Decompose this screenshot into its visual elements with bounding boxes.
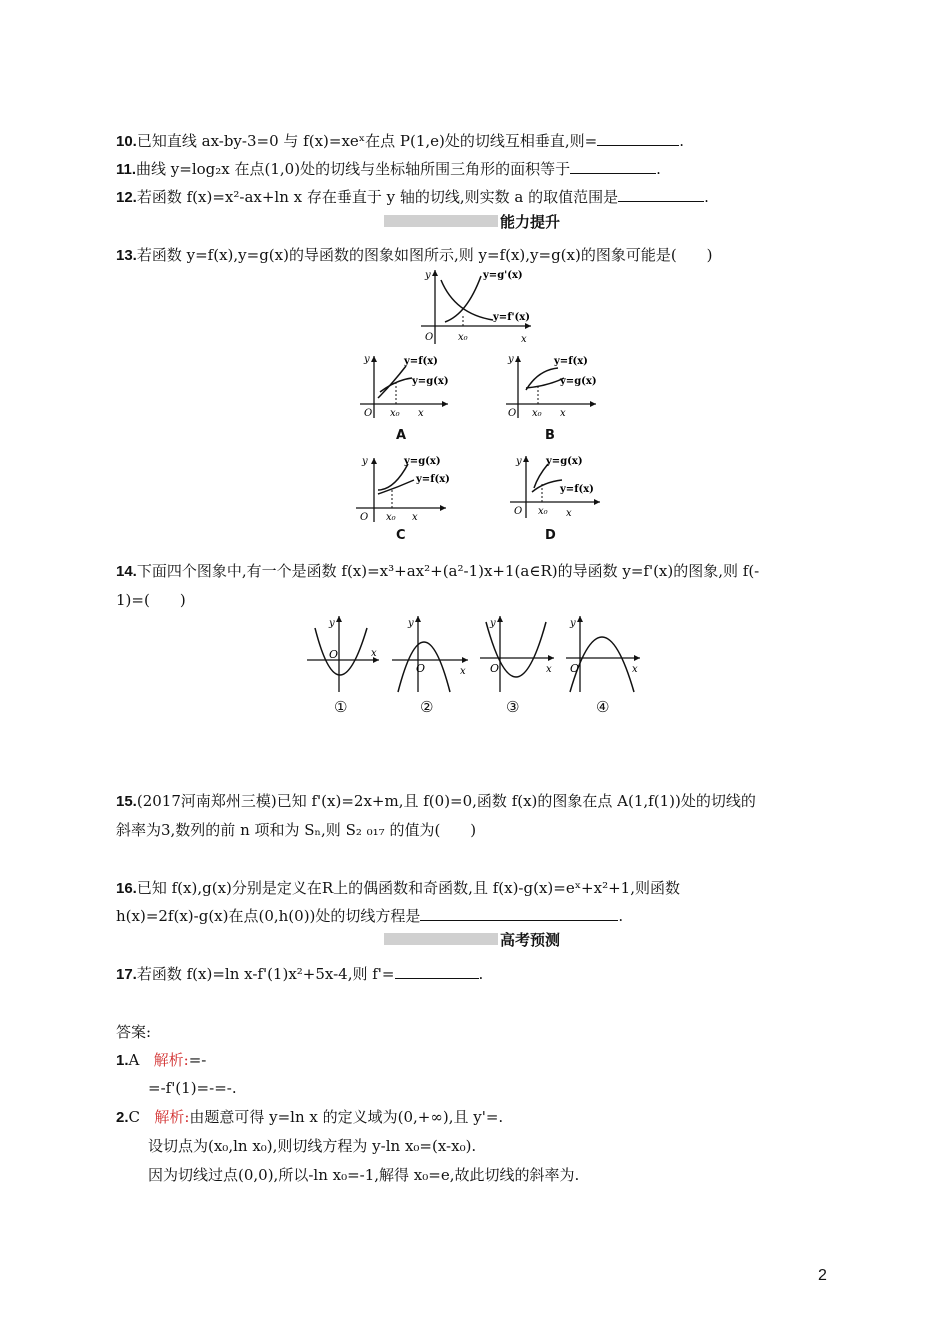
question-number: 10. bbox=[116, 133, 137, 150]
question-11: 11.曲线 y=log₂x 在点(1,0)处的切线与坐标轴所围三角形的面积等于 . bbox=[116, 160, 661, 178]
section-bar bbox=[384, 933, 498, 945]
answer-blank[interactable] bbox=[597, 131, 679, 146]
derivative-graph bbox=[415, 266, 535, 348]
question-14: 14.下面四个图象中,有一个是函数 f(x)=x³+ax²+(a²-1)x+1(a∈R)的导函数 y=f'(x)的图象,则 f(- bbox=[116, 562, 760, 580]
svg-text:O: O bbox=[514, 506, 523, 517]
svg-text:O: O bbox=[329, 648, 339, 661]
document-page: 10.已知直线 ax-by-3=0 与 f(x)=xeˣ在点 P(1,e)处的切线互相垂直,则= . 11.曲线 y=log₂x 在点(1,0)处的切线与坐标轴所围三角形的面积等于 . 12.若函数 f(x)=x²-ax+ln x 存在垂直于 y 轴的切线,则实数 a 的取值范围是 . 能力提升 13.若函数 y=f(x),y=g(x)的导函数的图象如图所示,则 y=f(x),y=g(x)的图象可能是( ) y y=g'(x) y=f'(x) O x₀ x y y=f(x) y=g(x) O x₀ x A y y=f(x) y=g(x) O x₀ x B y y=g(x) y=f(x) O x₀ x C y y=g(x) y=f(x) O x₀ x D 14.下面四个图象中,有一个是函数 f(x)=x³+ax²+(a²-1)x+1(a∈R)的导函数 y=f'(x)的图象,则 f(- 1)=( ) y O x ① y O x ② y O x ③ y O x ④ 15.(2017河南郑州三模)已知 f'(x)=2x+m,且 f(0)=0,函数 f(x)的图象在点 A(1,f(1))处的切线的 斜率为3,数列的前 n 项和为 Sₙ,则 S₂ ₀₁₇ 的值为( ) 16.已知 f(x),g(x)分别是定义在R上的偶函数和奇函数,且 f(x)-g(x)=eˣ+x²+1,则函数 h(x)=2f(x)-g(x)在点(0,h(0))处的切线方程是 . 高考预测 17.若函数 f(x)=ln x-f'(1)x²+5x-4,则 f'= . 答案: 1.A 解析:=- =-f'(1)=-=-. 2.C 解析:由题意可得 y=ln x 的定义域为(0,+∞),且 y'=. 设切点为(x₀,ln x₀),则切线方程为 y-ln x₀=(x-x₀). 因为切线过点(0,0),所以-ln x₀=-1,解得 x₀=e,故此切线的斜率为. 2 bbox=[116, 132, 827, 1284]
svg-text:O: O bbox=[570, 662, 580, 675]
question-text: 已知直线 ax-by-3=0 与 f(x)=xeˣ在点 P(1,e)处的切线互相垂直,则= bbox=[136, 132, 598, 150]
analysis-label: 解析: bbox=[154, 1108, 190, 1126]
svg-text:y: y bbox=[364, 354, 370, 365]
svg-text:y=f(x): y=f(x) bbox=[404, 356, 438, 367]
svg-text:x₀: x₀ bbox=[386, 512, 396, 523]
svg-text:x: x bbox=[418, 408, 424, 419]
option-d-label: D bbox=[545, 528, 556, 543]
svg-text:O: O bbox=[360, 512, 369, 523]
graph-1-label: ① bbox=[334, 698, 348, 716]
svg-text:x: x bbox=[632, 664, 638, 675]
page-number: 2 bbox=[818, 1267, 827, 1284]
answer-blank[interactable] bbox=[420, 906, 618, 921]
svg-text:y=g'(x): y=g'(x) bbox=[483, 270, 523, 281]
svg-text:y: y bbox=[329, 618, 335, 629]
option-c-label: C bbox=[396, 528, 406, 543]
graph-4-label: ④ bbox=[596, 698, 610, 716]
option-b-graph bbox=[502, 350, 602, 420]
svg-text:y=f(x): y=f(x) bbox=[560, 484, 594, 495]
answer-1-line2: =-f'(1)=-=-. bbox=[148, 1079, 237, 1097]
option-a-label: A bbox=[396, 428, 407, 443]
svg-text:y: y bbox=[570, 618, 576, 629]
svg-text:O: O bbox=[416, 662, 426, 675]
svg-text:y: y bbox=[490, 618, 496, 629]
question-14-cont: 1)=( ) bbox=[116, 591, 186, 609]
option-c-graph bbox=[352, 452, 452, 524]
option-b-label: B bbox=[545, 428, 555, 443]
svg-text:y=f(x): y=f(x) bbox=[554, 356, 588, 367]
svg-text:y=f(x): y=f(x) bbox=[416, 474, 450, 485]
answer-blank[interactable] bbox=[570, 159, 656, 174]
graph-1 bbox=[303, 612, 383, 694]
graph-4 bbox=[562, 612, 644, 694]
svg-text:O: O bbox=[490, 662, 500, 675]
option-d-graph bbox=[506, 452, 606, 524]
svg-text:x: x bbox=[460, 666, 466, 677]
question-17: 17.若函数 f(x)=ln x-f'(1)x²+5x-4,则 f'= . bbox=[116, 965, 484, 983]
graph-3-label: ③ bbox=[506, 698, 520, 716]
svg-text:y=g(x): y=g(x) bbox=[412, 376, 449, 387]
question-15-cont: 斜率为3,数列的前 n 项和为 Sₙ,则 S₂ ₀₁₇ 的值为( ) bbox=[116, 821, 477, 839]
svg-text:x: x bbox=[566, 508, 572, 519]
svg-text:y: y bbox=[508, 354, 514, 365]
svg-text:O: O bbox=[364, 408, 373, 419]
question-15: 15.(2017河南郑州三模)已知 f'(x)=2x+m,且 f(0)=0,函数 f(x)的图象在点 A(1,f(1))处的切线的 bbox=[116, 792, 756, 810]
answer-blank[interactable] bbox=[618, 187, 704, 202]
question-16-cont: h(x)=2f(x)-g(x)在点(0,h(0))处的切线方程是 . bbox=[116, 907, 624, 925]
answer-2-line2: 设切点为(x₀,ln x₀),则切线方程为 y-ln x₀=(x-x₀). bbox=[148, 1137, 477, 1155]
question-13: 13.若函数 y=f(x),y=g(x)的导函数的图象如图所示,则 y=f(x),y=g(x)的图象可能是( ) bbox=[116, 246, 713, 264]
svg-text:y=g(x): y=g(x) bbox=[546, 456, 583, 467]
svg-text:O: O bbox=[425, 332, 434, 343]
svg-text:x₀: x₀ bbox=[390, 408, 400, 419]
answers-heading: 答案: bbox=[116, 1023, 152, 1041]
svg-text:x: x bbox=[546, 664, 552, 675]
svg-text:x₀: x₀ bbox=[458, 332, 468, 343]
svg-text:x: x bbox=[521, 334, 527, 345]
svg-text:y=g(x): y=g(x) bbox=[404, 456, 441, 467]
answer-2-line3: 因为切线过点(0,0),所以-ln x₀=-1,解得 x₀=e,故此切线的斜率为. bbox=[148, 1166, 580, 1184]
svg-text:x: x bbox=[560, 408, 566, 419]
answer-2: 2.C 解析:由题意可得 y=ln x 的定义域为(0,+∞),且 y'=. bbox=[116, 1108, 504, 1126]
svg-text:y: y bbox=[425, 270, 431, 281]
svg-text:O: O bbox=[508, 408, 517, 419]
answer-1: 1.A 解析:=- bbox=[116, 1051, 207, 1069]
question-10: 10.已知直线 ax-by-3=0 与 f(x)=xeˣ在点 P(1,e)处的切线互相垂直,则= . bbox=[116, 132, 685, 150]
section-bar bbox=[384, 215, 498, 227]
graph-2 bbox=[388, 612, 472, 694]
svg-text:x₀: x₀ bbox=[532, 408, 542, 419]
svg-text:y: y bbox=[362, 456, 368, 467]
answer-blank[interactable] bbox=[395, 964, 479, 979]
question-12: 12.若函数 f(x)=x²-ax+ln x 存在垂直于 y 轴的切线,则实数 a 的取值范围是 . bbox=[116, 188, 709, 206]
question-16: 16.已知 f(x),g(x)分别是定义在R上的偶函数和奇函数,且 f(x)-g(x)=eˣ+x²+1,则函数 bbox=[116, 879, 680, 897]
svg-text:x: x bbox=[371, 648, 377, 659]
svg-text:x₀: x₀ bbox=[538, 506, 548, 517]
svg-text:y=f'(x): y=f'(x) bbox=[493, 312, 530, 323]
graph-3 bbox=[476, 612, 558, 694]
graph-2-label: ② bbox=[420, 698, 434, 716]
analysis-label: 解析: bbox=[153, 1051, 189, 1069]
option-a-graph bbox=[356, 350, 452, 420]
svg-text:x: x bbox=[412, 512, 418, 523]
svg-text:y: y bbox=[516, 456, 522, 467]
svg-text:y=g(x): y=g(x) bbox=[560, 376, 597, 387]
svg-text:y: y bbox=[408, 618, 414, 629]
